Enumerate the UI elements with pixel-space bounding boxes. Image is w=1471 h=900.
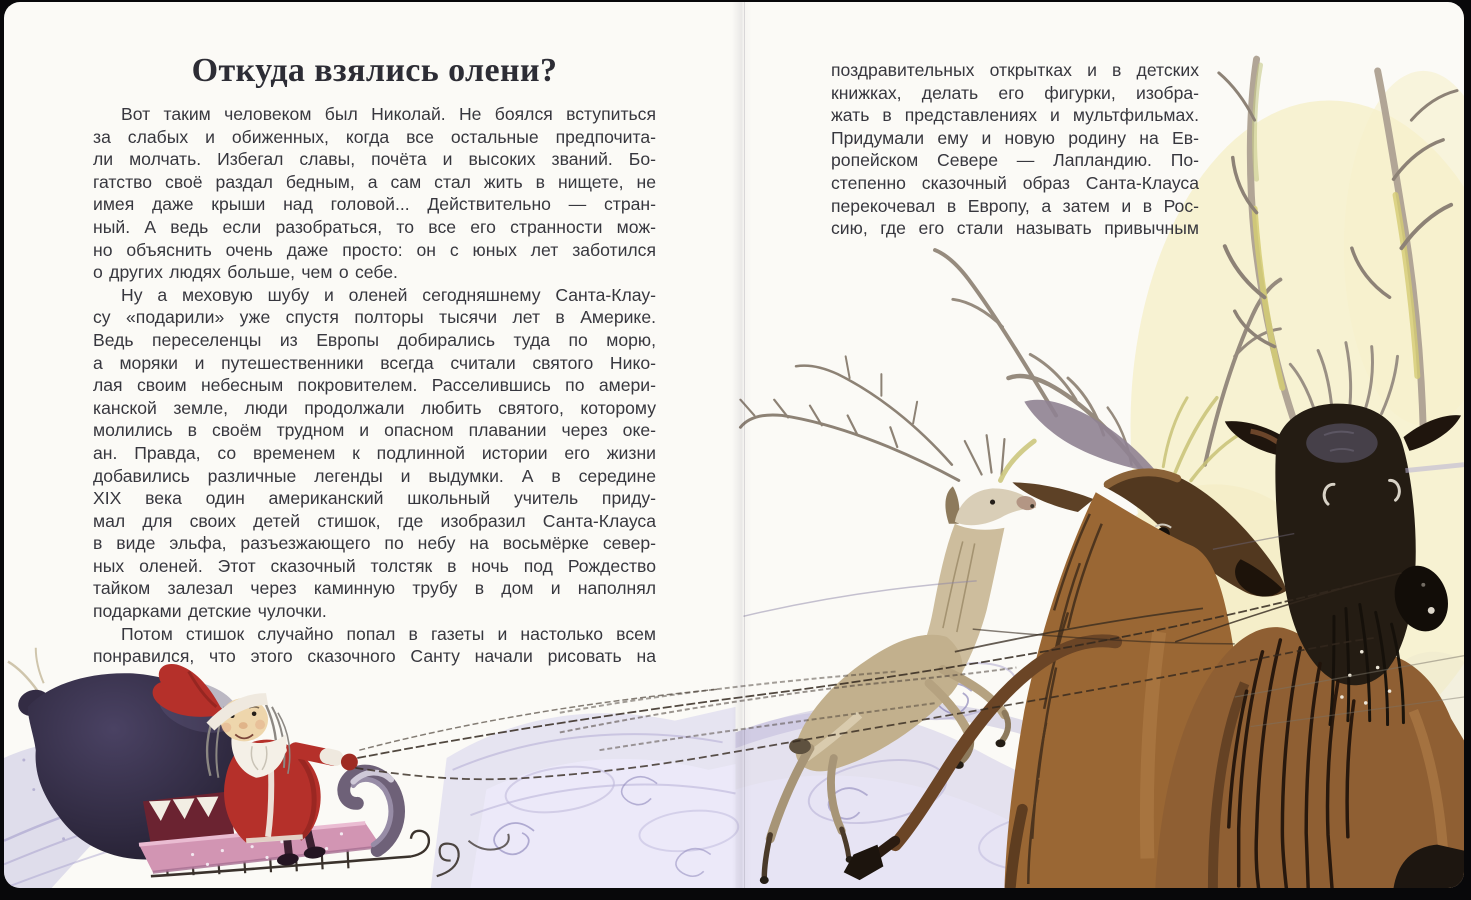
text-line: ропейском Севере — Лапландию. По- bbox=[831, 150, 1199, 171]
paragraph bbox=[93, 103, 656, 284]
text-line: Вот таким человеком был Николай. Не боялся вступиться bbox=[121, 104, 656, 124]
paragraph bbox=[831, 59, 1199, 240]
text-line: имея даже крыши над головой... Действительно — стран- bbox=[93, 194, 656, 215]
text-line: жать в представлениях и мультфильмах. bbox=[831, 105, 1199, 126]
text-line: перекочевал в Европу, а затем и в Рос- bbox=[831, 195, 1199, 216]
text-line: подарками детские чулочки. bbox=[93, 601, 327, 622]
text-line: ли молчать. Избегал славы, почёта и высоких званий. Бо- bbox=[93, 149, 656, 170]
book-spread bbox=[4, 2, 1464, 888]
paragraph bbox=[93, 284, 656, 623]
text-line: но объяснить очень даже просто: он с юных лет заботился bbox=[93, 239, 656, 260]
text-line: канской земле, люди продолжали любить святого, которому bbox=[93, 397, 656, 418]
text-line: а моряки и путешественники всегда считали святого Нико- bbox=[93, 352, 656, 373]
text-line: о других людях больше, чем о себе. bbox=[93, 262, 398, 283]
right-page-text bbox=[831, 59, 1199, 240]
text-line: гатство своё раздал бедным, а сам стал жить в нищете, не bbox=[93, 171, 656, 192]
paragraph bbox=[93, 623, 656, 668]
left-page-text bbox=[93, 103, 656, 668]
page-gutter bbox=[732, 2, 752, 888]
spine-fold-line bbox=[744, 2, 745, 888]
text-line: степенно сказочный образ Санта-Клауса bbox=[831, 172, 1199, 193]
text-line: поздравительных открытках и в детских bbox=[831, 60, 1199, 80]
text-line: добавились различные легенды и выдумки. А в середине bbox=[93, 465, 656, 486]
text-line: лая своим небесным покровителем. Расселившись по амери- bbox=[93, 375, 656, 396]
text-line: Ведь переселенцы из Европы добирались туда по морю, bbox=[93, 329, 656, 350]
chapter-title: Откуда взялись олени? bbox=[191, 52, 558, 89]
text-line: су «подарили» уже спустя полторы тысячи лет в Америке. bbox=[93, 307, 656, 328]
text-line: сию, где его стали называть привычным bbox=[831, 218, 1199, 239]
text-line: за слабых и обиженных, когда все остальные предпочита- bbox=[93, 126, 656, 147]
text-line: ный. А ведь если разобраться, то все его странности мож- bbox=[93, 216, 656, 237]
text-line: ных оленей. Этот сказочный толстяк в ночь под Рождество bbox=[93, 555, 656, 576]
text-line: Придумали ему и новую родину на Ев- bbox=[831, 127, 1199, 148]
text-line: молились в своём трудном и опасном плавании через оке- bbox=[93, 420, 656, 441]
text-line: XIX века один американский школьный учитель приду- bbox=[93, 488, 656, 509]
text-line: понравился, что этого сказочного Санту начали рисовать на bbox=[93, 646, 656, 667]
text-line: в виде эльфа, разъезжающего по небу на восьмёрке север- bbox=[93, 533, 656, 554]
text-line: Ну а меховую шубу и оленей сегодняшнему Санта-Клау- bbox=[121, 284, 656, 305]
text-line: ан. Правда, со временем к подлинной истории его жизни bbox=[93, 442, 656, 463]
text-line: тайком залезал через каминную трубу в дом и наполнял bbox=[93, 578, 656, 599]
text-line: книжках, делать его фигурки, изобра- bbox=[831, 82, 1199, 103]
text-line: мал для своих детей стишок, где изобразил Санта-Клауса bbox=[93, 510, 656, 531]
text-line: Потом стишок случайно попал в газеты и настолько всем bbox=[121, 623, 656, 644]
